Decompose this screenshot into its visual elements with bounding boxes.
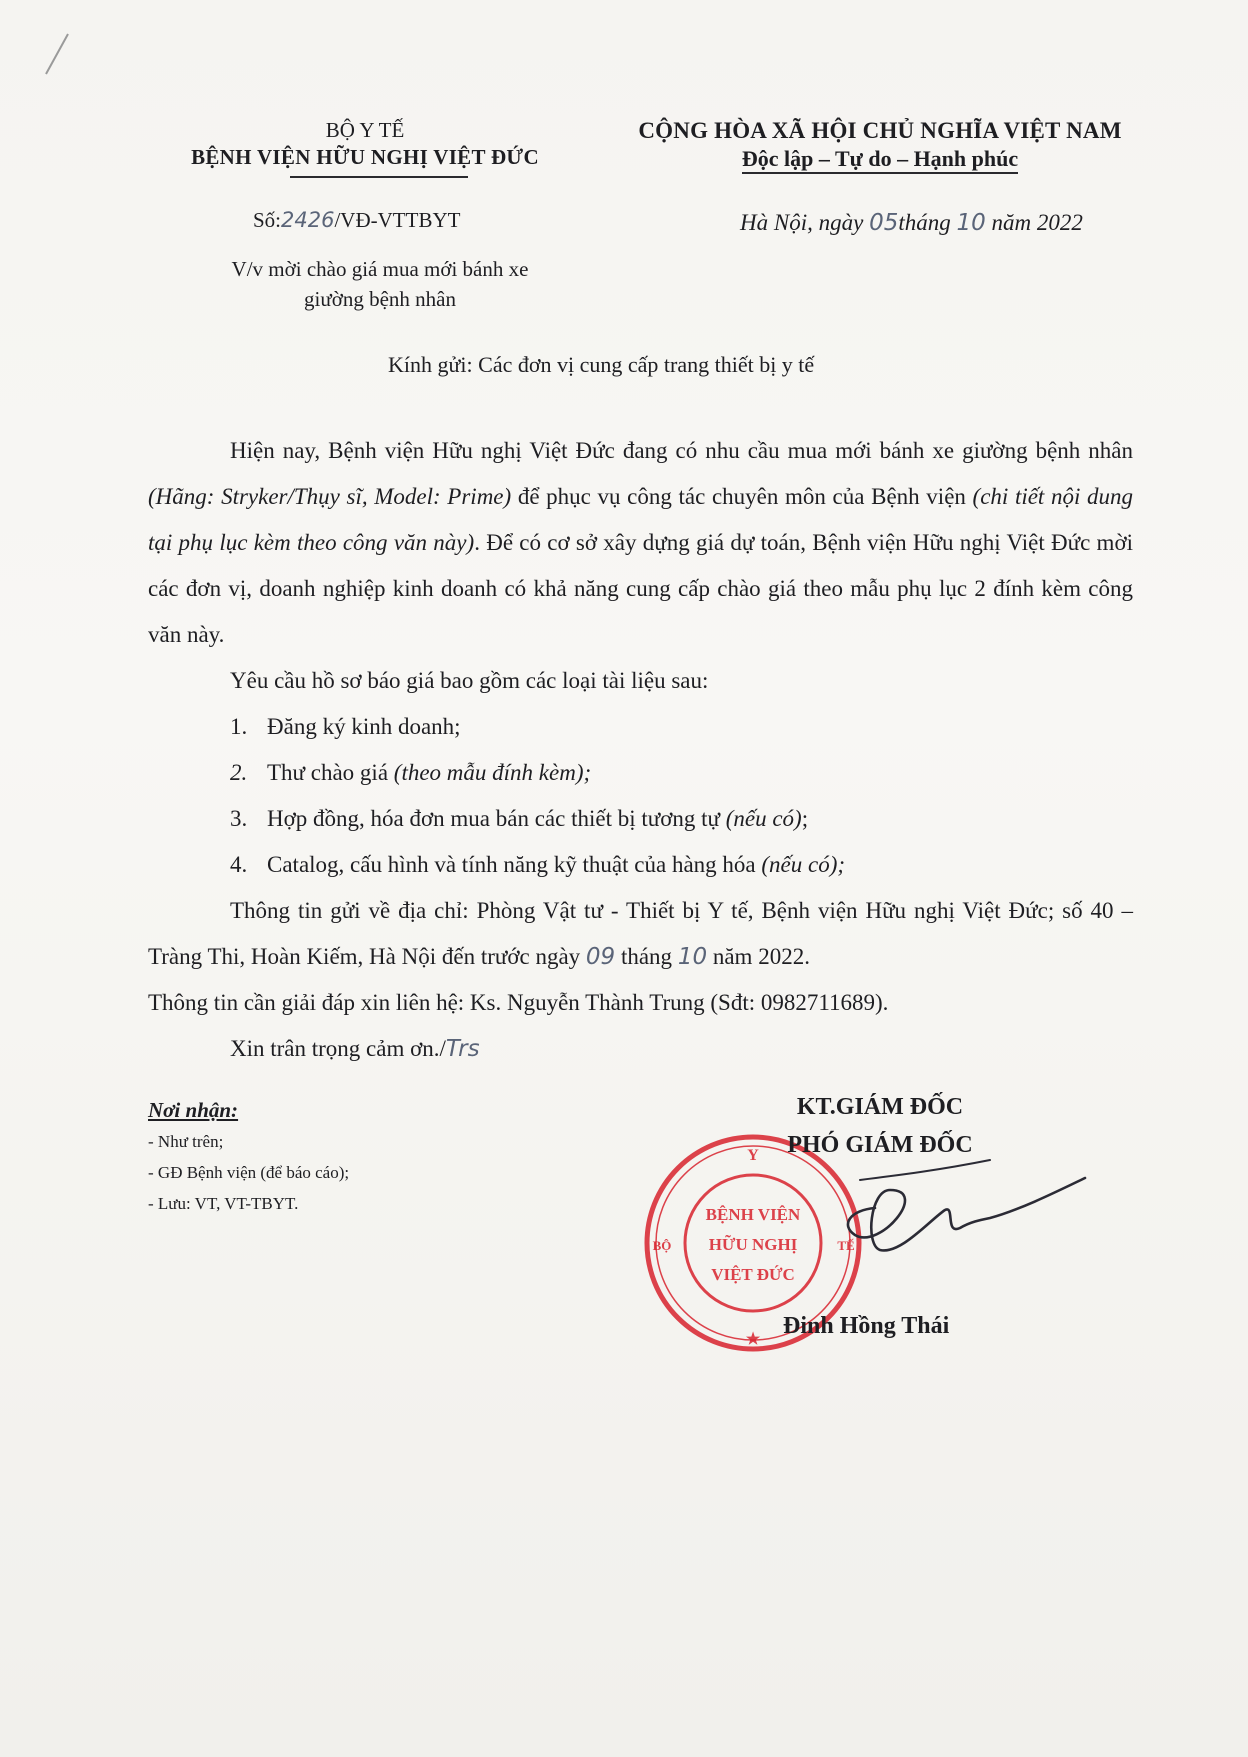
nation-name: CỘNG HÒA XÃ HỘI CHỦ NGHĨA VIỆT NAM [638, 118, 1122, 143]
recipient-item: - Lưu: VT, VT-TBYT. [148, 1194, 299, 1213]
recipients-title: Nơi nhận: [148, 1098, 239, 1122]
address-paragraph: Thông tin gửi về địa chỉ: Phòng Vật tư - Thiết bị Y tế, Bệnh viện Hữu nghị Việt Đức; số 40 – Tràng Thi, Hoàn Kiếm, Hà Nội đến trước ngày 09 tháng 10 năm 2022. [148, 898, 1133, 970]
subject-line: V/v mời chào giá mua mới bánh xe giường bệnh nhân [231, 257, 529, 311]
handwritten-ref: 2426 [281, 208, 335, 232]
national-motto: Độc lập – Tự do – Hạnh phúc [610, 146, 1150, 172]
contact-line: Thông tin cần giải đáp xin liên hệ: Ks. Nguyễn Thành Trung (Sđt: 0982711689). [148, 990, 889, 1015]
handwritten-signature-icon [820, 1150, 1090, 1270]
ministry-name: BỘ Y TẾ [325, 118, 405, 142]
hospital-name: BỆNH VIỆN HỮU NGHỊ VIỆT ĐỨC [191, 145, 539, 169]
signer-name: Đinh Hồng Thái [783, 1313, 950, 1339]
list-item: 4. Catalog, cấu hình và tính năng kỹ thuật của hàng hóa (nếu có); [230, 852, 846, 877]
list-item: 1. Đăng ký kinh doanh; [230, 714, 461, 739]
handwritten-month: 10 [956, 210, 986, 236]
issuer-header [130, 118, 600, 170]
handwritten-deadline-day: 09 [585, 944, 616, 970]
national-header [610, 118, 1150, 172]
reference-number: Số:2426/VĐ-VTTBYT [253, 208, 461, 232]
closing-initials: Trs [445, 1036, 480, 1062]
recipient-line: Kính gửi: Các đơn vị cung cấp trang thiết bị y tế [388, 352, 815, 377]
recipients-block [148, 1095, 349, 1219]
closing-line: Xin trân trọng cảm ơn./Trs [230, 1036, 480, 1062]
paragraph-intro: Hiện nay, Bệnh viện Hữu nghị Việt Đức đang có nhu cầu mua mới bánh xe giường bệnh nhân (Hãng: Stryker/Thụy sĩ, Model: Prime) để phục vụ công tác chuyên môn của Bệnh viện (chi tiết nội dung tại phụ lục kèm theo công văn này). Để có cơ sở xây dựng giá dự toán, Bệnh viện Hữu nghị Việt Đức mời các đơn vị, doanh nghiệp kinh doanh có khả năng cung cấp chào giá theo mẫu phụ lục 2 đính kèm công văn này. [148, 438, 1133, 647]
svg-text:Y: Y [747, 1147, 759, 1164]
recipient-item: - GĐ Bệnh viện (để báo cáo); [148, 1163, 350, 1182]
list-item: 3. Hợp đồng, hóa đơn mua bán các thiết bị tương tự (nếu có); [230, 806, 809, 831]
recipient-item: - Như trên; [148, 1132, 224, 1151]
handwritten-day: 05 [869, 210, 899, 236]
pen-mark-icon [40, 30, 80, 80]
svg-text:★: ★ [745, 1331, 761, 1348]
handwritten-deadline-month: 10 [677, 944, 708, 970]
svg-text:BỆNH VIỆN: BỆNH VIỆN [705, 1205, 801, 1224]
svg-text:HỮU NGHỊ: HỮU NGHỊ [708, 1235, 798, 1254]
issue-date: Hà Nội, ngày 05tháng 10 năm 2022 [740, 210, 1083, 236]
requirements-intro: Yêu cầu hồ sơ báo giá bao gồm các loại tài liệu sau: [230, 668, 709, 693]
svg-text:TẾ: TẾ [837, 1238, 855, 1253]
svg-text:BỘ: BỘ [652, 1238, 672, 1253]
letter-body [148, 428, 1133, 1072]
header-underline [290, 176, 468, 178]
list-item: 2. Thư chào giá (theo mẫu đính kèm); [230, 760, 592, 785]
signature-title-1: KT.GIÁM ĐỐC [796, 1094, 964, 1120]
signature-title-2: PHÓ GIÁM ĐỐC [787, 1132, 973, 1158]
svg-text:VIỆT ĐỨC: VIỆT ĐỨC [711, 1265, 795, 1284]
